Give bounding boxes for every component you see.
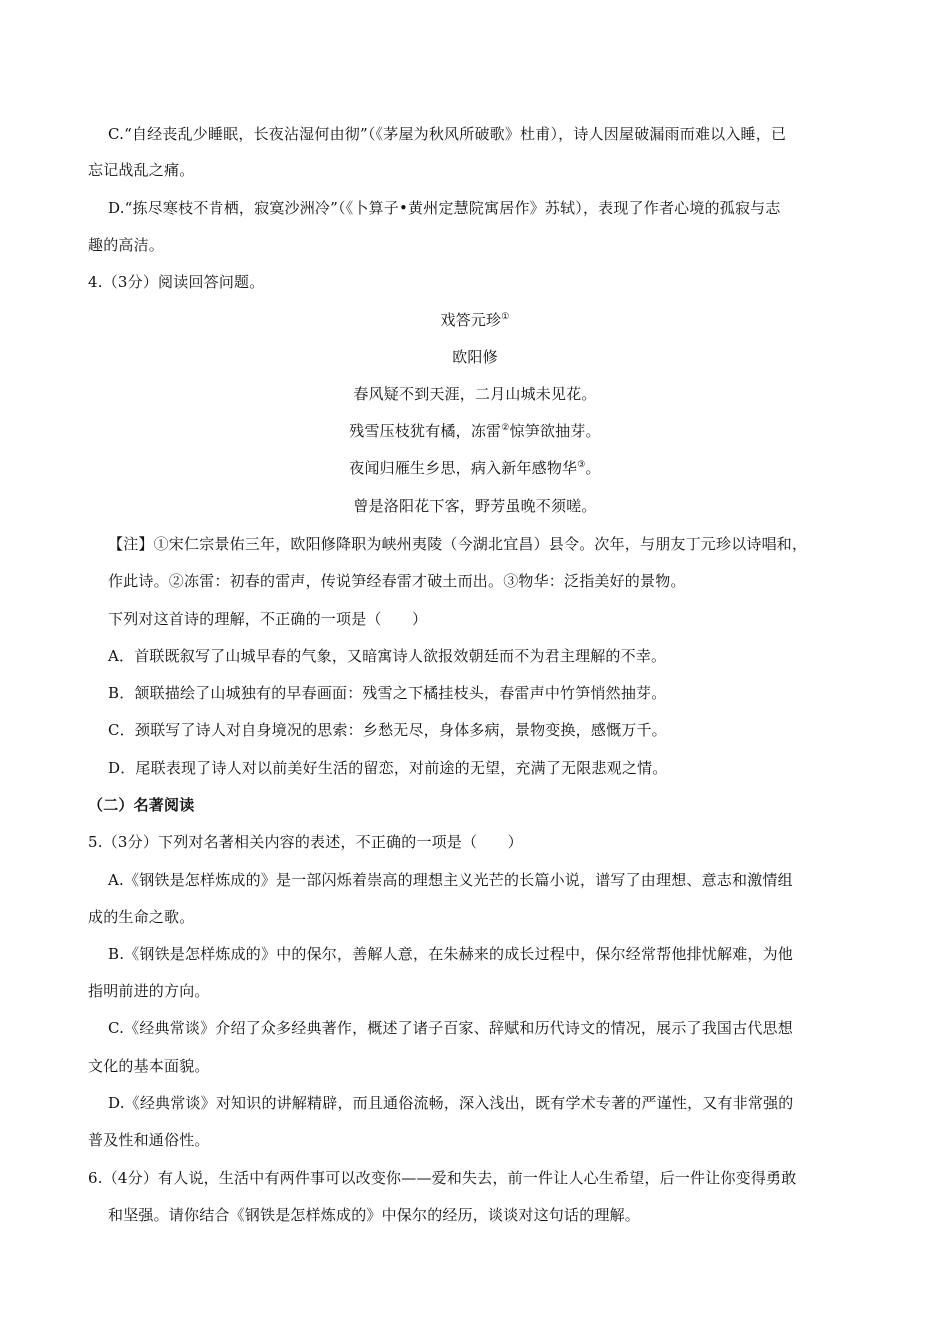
q5-option-c-line1: C.《经典常谈》介绍了众多经典著作，概述了诸子百家、辞赋和历代诗文的情况，展示了我国古代思想 [108, 1019, 793, 1037]
footnote-marker-3: ③ [577, 460, 586, 470]
q4-stem: 4.（3分）阅读回答问题。 [88, 273, 265, 291]
poem-note-line1: 【注】①宋仁宗景佑三年，欧阳修降职为峡州夷陵（今湖北宜昌）县令。次年，与朋友丁元珍以诗唱和， [108, 535, 808, 553]
poem-line-3-part-b: 。 [585, 459, 601, 477]
q4-option-a: A．首联既叙写了山城早春的气象，又暗寓诗人欲报效朝廷而不为君主理解的不幸。 [108, 647, 667, 665]
poem-title [0, 310, 950, 330]
poem-title-text: 戏答元珍 [440, 311, 502, 329]
poem-line-1: 春风疑不到天涯，二月山城未见花。 [353, 385, 597, 403]
q4-option-c: C．颈联写了诗人对自身境况的思索：乡愁无尽，身体多病，景物变换，感慨万千。 [108, 721, 667, 739]
q6-stem-line1: 6.（4分）有人说，生活中有两件事可以改变你——爱和失去，前一件让人心生希望，后一件让你变得勇敢 [88, 1169, 797, 1187]
footnote-marker-1: ① [501, 312, 510, 322]
q4-question: 下列对这首诗的理解，不正确的一项是（ ） [108, 610, 428, 628]
poem-line-4: 曾是洛阳花下客，野芳虽晚不须嗟。 [353, 497, 597, 515]
q3-option-c-line2: 忘记战乱之痛。 [88, 161, 195, 179]
poem-line-2-part-a: 残雪压枝犹有橘，冻雷 [349, 422, 502, 440]
q5-option-b-line1: B.《钢铁是怎样炼成的》中的保尔，善解人意，在朱赫来的成长过程中，保尔经常帮他排忧解难，为他 [108, 945, 793, 963]
q3-option-d-line1: D.“拣尽寒枝不肯栖，寂寞沙洲冷”（《卜算子•黄州定慧院寓居作》苏轼），表现了作者心境的孤寂与志 [108, 199, 781, 217]
q5-option-b-line2: 指明前进的方向。 [88, 982, 210, 1000]
poem-line-2-part-b: 惊笋欲抽芽。 [509, 422, 601, 440]
q3-option-d-line2: 趣的高洁。 [88, 236, 165, 254]
q5-option-d-line1: D.《经典常谈》对知识的讲解精辟，而且通俗流畅，深入浅出，既有学术专著的严谨性，又有非常强的 [108, 1094, 794, 1112]
section-heading-classics: （二）名著阅读 [88, 796, 195, 814]
q6-stem-line2: 和坚强。请你结合《钢铁是怎样炼成的》中保尔的经历，谈谈对这句话的理解。 [108, 1206, 641, 1224]
q5-option-d-line2: 普及性和通俗性。 [88, 1131, 210, 1149]
q5-option-a-line2: 成的生命之歌。 [88, 908, 195, 926]
poem-line-2 [0, 421, 950, 441]
q5-stem: 5.（3分）下列对名著相关内容的表述，不正确的一项是（ ） [88, 833, 523, 851]
q3-option-c-line1: C.“自经丧乱少睡眠，长夜沾湿何由彻”（《茅屋为秋风所破歌》杜甫），诗人因屋破漏雨而难以入睡，已 [108, 125, 787, 143]
footnote-marker-2: ② [501, 423, 510, 433]
poem-line-3-part-a: 夜闻归雁生乡思，病入新年感物华 [349, 459, 578, 477]
q4-option-d: D．尾联表现了诗人对以前美好生活的留恋，对前途的无望，充满了无限悲观之情。 [108, 759, 668, 777]
poem-line-3 [0, 458, 950, 478]
q4-option-b: B．颔联描绘了山城独有的早春画面：残雪之下橘挂枝头，春雷声中竹笋悄然抽芽。 [108, 684, 667, 702]
poem-note-line2: 作此诗。②冻雷：初春的雷声，传说笋经春雷才破土而出。③物华：泛指美好的景物。 [108, 572, 686, 590]
q5-option-a-line1: A.《钢铁是怎样炼成的》是一部闪烁着崇高的理想主义光芒的长篇小说，谱写了由理想、意志和激情组 [108, 871, 793, 889]
q5-option-c-line2: 文化的基本面貌。 [88, 1057, 210, 1075]
poem-author: 欧阳修 [452, 348, 498, 366]
